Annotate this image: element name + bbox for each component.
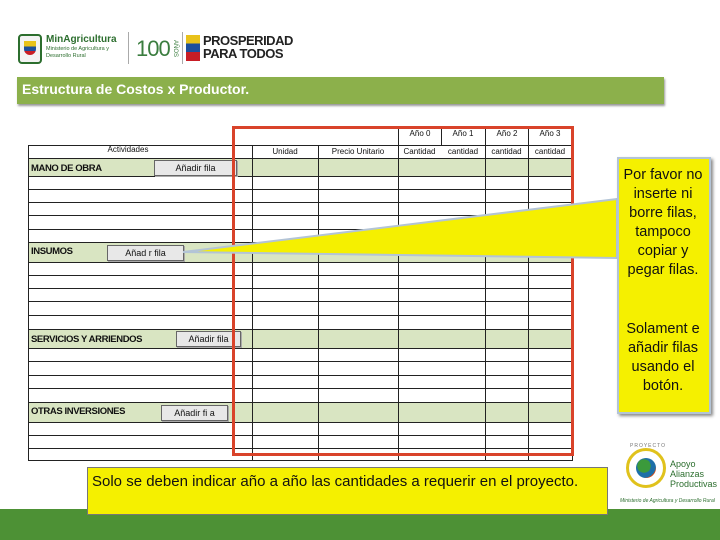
column-header: Unidad [272,147,298,156]
add-row-button[interactable]: Añadir fila [154,160,237,176]
bottom-note: Solo se deben indicar año a año las cantidades a requerir en el proyecto. [92,473,579,490]
year-header: Año 1 [452,129,474,138]
column-header: cantidad [491,147,522,156]
add-row-button[interactable]: Añad r fila [107,245,184,261]
section-label: OTRAS INVERSIONES [31,406,126,417]
prosperidad-line2: PARA TODOS [203,46,283,61]
section-label: INSUMOS [31,246,73,257]
logo-line1: Apoyo [670,459,696,469]
ministry-subtitle: Ministerio de Agricultura y Desarrollo Rural [46,46,109,59]
year-header: Año 3 [539,129,561,138]
logo-line3: Productivas [670,479,718,489]
add-row-button[interactable]: Añadir fi a [161,405,228,421]
anos-text: AÑOS [172,40,178,58]
logo-ministry: Ministerio de Agricultura y Desarrollo Rural [620,498,715,504]
column-header: Cantidad [403,147,436,156]
ministry-name: MinAgricultura [46,34,117,45]
add-row-button[interactable]: Añadir fila [176,331,241,347]
year-header: Año 2 [496,129,518,138]
alianzas-logo-core [636,458,656,478]
logo-proyecto-text: PROYECTO [630,443,666,449]
logo-line2: Alianzas [670,469,705,479]
note-paragraph-1: Por favor no inserte ni borre filas, tampoco copiar y pegar filas. [623,167,703,278]
column-header: cantidad [534,147,566,156]
section-label: SERVICIOS Y ARRIENDOS [31,334,143,345]
page-title: Estructura de Costos x Productor. [22,81,250,97]
prosperidad-line1: PROSPERIDAD [203,33,293,48]
section-label: MANO DE OBRA [31,163,102,174]
column-header: cantidad [447,147,479,156]
column-header: Actividades [107,145,149,154]
note-paragraph-2: Solament e añadir filas usando el botón. [626,321,700,394]
column-header: Precio Unitario [331,147,385,156]
anos-number: 100 [136,36,170,61]
year-header: Año 0 [409,129,431,138]
